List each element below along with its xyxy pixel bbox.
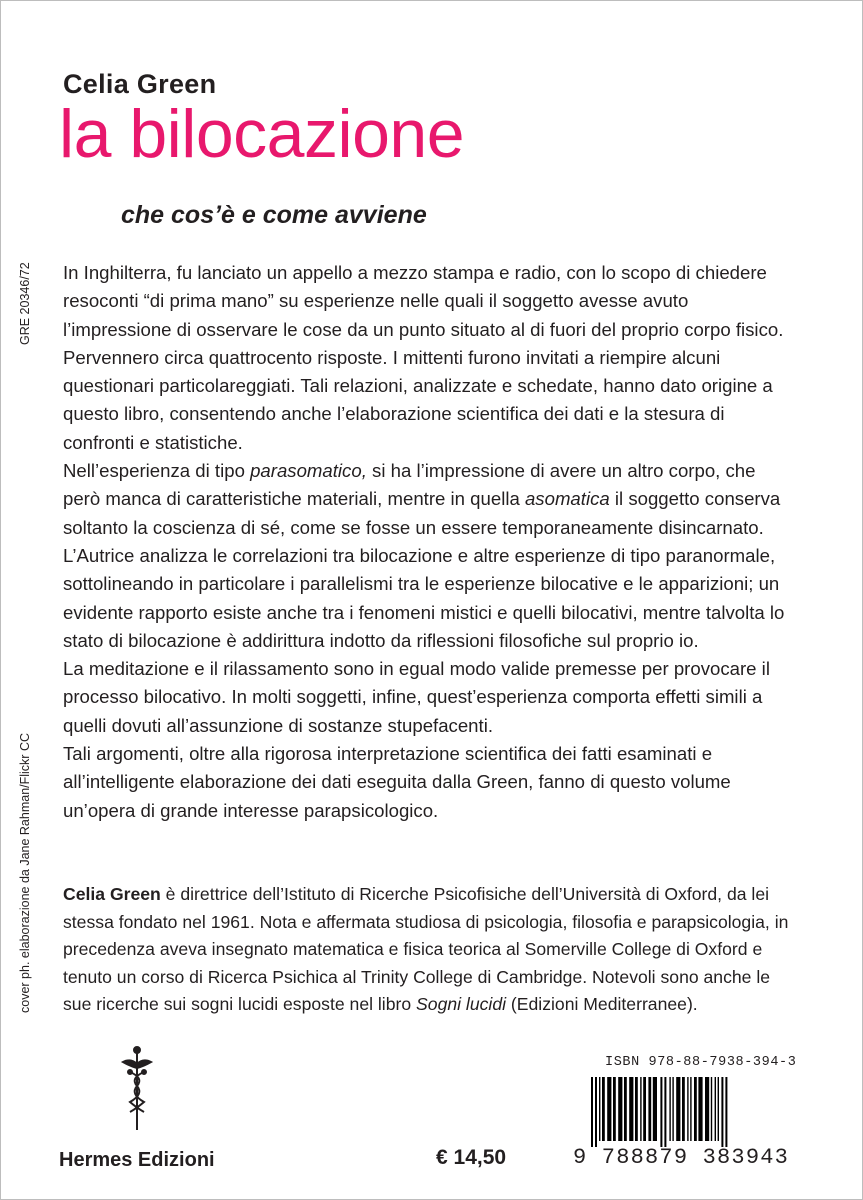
barcode-bar	[643, 1077, 646, 1141]
barcode-bar	[687, 1077, 688, 1141]
barcode-bar	[618, 1077, 622, 1141]
blurb-paragraph: In Inghilterra, fu lanciato un appello a mezzo stampa e radio, con lo scopo di chiedere resoconti “di prima mano” su esperienze nelle quali il soggetto avesse avuto l’impressione di osservare le cose da un punto situato al di fuori del proprio corpo fisico.	[63, 262, 784, 340]
barcode-bar	[725, 1077, 727, 1147]
bio-book-title: Sogni lucidi	[416, 994, 507, 1015]
emphasis-term: parasomatico,	[250, 460, 367, 482]
bio-author-name: Celia Green	[63, 884, 161, 904]
barcode-bar	[640, 1077, 641, 1141]
barcode-bar	[624, 1077, 627, 1141]
book-subtitle: che cos’è e come avviene	[121, 201, 427, 229]
emphasis-term: asomatica	[524, 488, 610, 510]
barcode-bar	[635, 1077, 638, 1141]
barcode-bar	[653, 1077, 657, 1141]
barcode-bar	[694, 1077, 697, 1141]
barcode-bar	[664, 1077, 666, 1147]
isbn-label: ISBN 978-88-7938-394-3	[605, 1055, 797, 1070]
barcode-bar	[718, 1077, 719, 1141]
barcode-bar	[591, 1077, 593, 1147]
product-code: GRE 20346/72	[18, 262, 32, 345]
blurb-paragraph: Pervennero circa quattrocento risposte. I mittenti furono invitati a riempire alcuni questionari particolareggiati. Tali relazioni, analizzate e schedate, hanno dato origine a questo libro, consentendo anche l’elaborazione scientifica dei dati e la stesura di confronti e statistiche.	[63, 346, 773, 453]
barcode-bar	[613, 1077, 616, 1141]
barcode-bar	[715, 1077, 716, 1141]
publisher-name: Hermes Edizioni	[59, 1149, 215, 1171]
caduceus-icon	[113, 1046, 161, 1132]
barcode-bar	[669, 1077, 670, 1141]
price: € 14,50	[436, 1146, 507, 1169]
barcode-bar	[648, 1077, 651, 1141]
barcode-bar	[602, 1077, 605, 1141]
barcode	[573, 1055, 797, 1173]
barcode-bar	[607, 1077, 611, 1141]
barcode-bar	[690, 1077, 691, 1141]
blurb-paragraph: La meditazione e il rilassamento sono in egual modo valide premesse per provocare il processo bilocativo. In molti soggetti, infine, quest’esperienza comporta effetti simili a quelli dovuti all’assunzione di sostanze stupefacenti.	[63, 658, 770, 736]
barcode-bar	[660, 1077, 662, 1147]
barcode-bars	[573, 1077, 797, 1147]
blurb	[63, 259, 793, 825]
book-title: la bilocazione	[59, 96, 465, 172]
barcode-bar	[698, 1077, 702, 1141]
barcode-bar	[711, 1077, 712, 1141]
barcode-bar	[676, 1077, 680, 1141]
cover-photo-credit: cover ph. elaborazione da Jane Rahman/Flickr CC	[18, 733, 32, 1013]
author-bio: Celia Green è direttrice dell’Istituto di Ricerche Psicofisiche dell’Università di Oxford, da lei stessa fondato nel 1961. Nota e affermata studiosa di psicologia, filosofia e parapsicologia, in precedenza aveva insegnato matematica e fisica teorica al Somerville College di Oxford e tenuto un corso di Ricerca Psichica al Trinity College di Cambridge. Notevoli sono anche le sue ricerche sui sogni lucidi esposte nel libro Sogni lucidi (Edizioni Mediterranee).	[63, 884, 789, 1015]
barcode-bar	[595, 1077, 597, 1147]
barcode-bar	[682, 1077, 685, 1141]
barcode-bar	[721, 1077, 723, 1147]
author-name: Celia Green	[63, 69, 217, 99]
blurb-paragraph: Tali argomenti, oltre alla rigorosa interpretazione scientifica dei fatti esaminati e all’intelligente elaborazione dei dati eseguita dalla Green, fanno di questo volume un’opera di grande interesse parapsicologico.	[63, 743, 731, 821]
blurb-paragraph: L’Autrice analizza le correlazioni tra bilocazione e altre esperienze di tipo paranormale, sottolineando in particolare i parallelismi tra le esperienze bilocative e le apparizioni; un evidente rapporto esiste anche tra i fenomeni mistici e quelli bilocativi, mentre talvolta lo stato di bilocazione è addirittura indotto da riflessioni filosofiche sul proprio io.	[63, 544, 785, 651]
barcode-bar	[672, 1077, 673, 1141]
barcode-bar	[705, 1077, 709, 1141]
barcode-digits: 9 788879 383943	[573, 1145, 790, 1170]
blurb-paragraph: Nell’esperienza di tipo parasomatico, si ha l’impressione di avere un altro corpo, che però manca di caratteristiche materiali, mentre in quella asomatica il soggetto conserva soltanto la coscienza di sé, come se fosse un essere temporaneamente disincarnato.	[63, 460, 781, 538]
barcode-bar	[629, 1077, 633, 1141]
barcode-bar	[599, 1077, 600, 1141]
